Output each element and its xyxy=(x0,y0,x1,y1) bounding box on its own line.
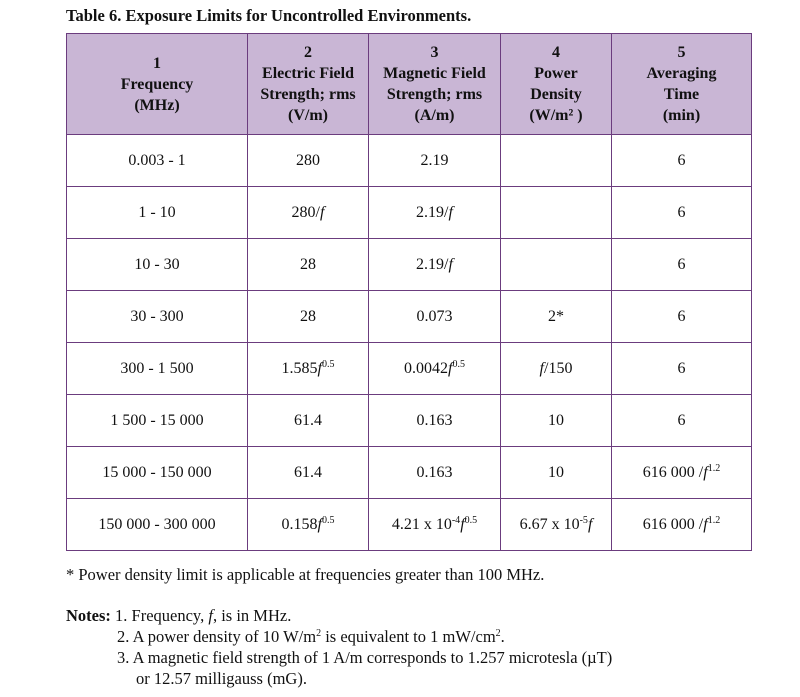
cell-col-2: $1.585f^{0.5}$ xyxy=(248,343,369,395)
column-number: 3 xyxy=(430,44,439,61)
note-text-1: 1. Frequency, f, is in MHz. xyxy=(115,606,292,625)
table-row xyxy=(67,395,752,447)
table-row xyxy=(67,343,752,395)
header-row xyxy=(67,34,752,135)
table-row xyxy=(67,447,752,499)
column-label-line: (A/m) xyxy=(414,107,455,124)
cell-col-5: 6 xyxy=(612,291,752,343)
column-header-2 xyxy=(248,34,369,135)
cell-col-4: 10 xyxy=(501,395,612,447)
cell-col-2: 61.4 xyxy=(248,395,369,447)
table-row xyxy=(67,239,752,291)
notes-label: Notes: xyxy=(66,606,111,625)
footnote: * Power density limit is applicable at frequencies greater than 100 MHz. xyxy=(66,565,545,584)
note-line-3: 3. A magnetic field strength of 1 A/m corresponds to 1.257 microtesla (µT) xyxy=(117,648,613,667)
cell-col-1: 15 000 - 150 000 xyxy=(67,447,248,499)
cell-col-3: 0.163 xyxy=(369,395,501,447)
note-line-4: or 12.57 milligauss (mG). xyxy=(136,669,307,688)
cell-col-4: 2* xyxy=(501,291,612,343)
column-label-line: Time xyxy=(663,86,700,103)
cell-col-2: 28 xyxy=(248,239,369,291)
cell-col-3: 4.21 x $10^{-4}f^{0.5}$ xyxy=(369,499,501,551)
table-row xyxy=(67,291,752,343)
column-number: 4 xyxy=(552,44,560,61)
cell-col-5: 6 xyxy=(612,395,752,447)
column-label-line: Averaging xyxy=(646,65,717,82)
cell-col-1: 300 - 1 500 xyxy=(67,343,248,395)
cell-col-3: 0.073 xyxy=(369,291,501,343)
note-line-1 xyxy=(66,605,612,626)
column-label-line: (W/m² ) xyxy=(529,107,583,124)
cell-col-5: 6 xyxy=(612,239,752,291)
cell-col-5: 616 000 $/f^{1.2}$ xyxy=(612,499,752,551)
cell-col-4: 10 xyxy=(501,447,612,499)
column-label-line: Strength; rms xyxy=(260,86,356,103)
column-label-line: Magnetic Field xyxy=(383,65,486,82)
cell-col-3: 2.19 xyxy=(369,135,501,187)
column-label-line: (V/m) xyxy=(288,107,328,124)
notes xyxy=(66,605,612,689)
cell-col-4 xyxy=(501,239,612,291)
cell-col-4 xyxy=(501,135,612,187)
note-line-2: 2. A power density of 10 $W/m^2$ is equivalent to 1 $mW/cm^2$. xyxy=(117,627,505,646)
column-label-line: Strength; rms xyxy=(386,86,483,103)
cell-col-1: 150 000 - 300 000 xyxy=(67,499,248,551)
cell-col-2: 61.4 xyxy=(248,447,369,499)
column-label-line: Frequency xyxy=(120,75,194,93)
cell-col-4: 6.67 x $10^{-5}f$ xyxy=(501,499,612,551)
cell-col-4: f/150 xyxy=(501,343,612,395)
column-header-3 xyxy=(369,34,501,135)
column-label-line: Density xyxy=(530,86,582,103)
cell-col-3: $0.0042f^{0.5}$ xyxy=(369,343,501,395)
cell-col-4 xyxy=(501,187,612,239)
table-row xyxy=(67,187,752,239)
column-label-line: (min) xyxy=(662,107,701,124)
cell-col-3: 2.19/f xyxy=(369,187,501,239)
table-body xyxy=(67,135,752,551)
cell-col-1: 10 - 30 xyxy=(67,239,248,291)
table-row xyxy=(67,499,752,551)
column-header-5 xyxy=(612,34,752,135)
cell-col-3: 2.19/f xyxy=(369,239,501,291)
cell-col-5: 6 xyxy=(612,135,752,187)
cell-col-2: 28 xyxy=(248,291,369,343)
column-number: 2 xyxy=(304,44,312,61)
column-label-line: Power xyxy=(534,65,578,82)
table-row xyxy=(67,135,752,187)
cell-col-3: 0.163 xyxy=(369,447,501,499)
column-header-4 xyxy=(501,34,612,135)
column-number: 5 xyxy=(677,44,686,61)
cell-col-1: 1 - 10 xyxy=(67,187,248,239)
cell-col-1: 0.003 - 1 xyxy=(67,135,248,187)
exposure-limits-table xyxy=(66,33,752,551)
cell-col-2: 280 xyxy=(248,135,369,187)
cell-col-5: 616 000 $/f^{1.2}$ xyxy=(612,447,752,499)
cell-col-5: 6 xyxy=(612,187,752,239)
cell-col-1: 30 - 300 xyxy=(67,291,248,343)
cell-col-1: 1 500 - 15 000 xyxy=(67,395,248,447)
cell-col-2: 280/f xyxy=(248,187,369,239)
cell-col-5: 6 xyxy=(612,343,752,395)
column-header-1 xyxy=(67,34,248,135)
column-number: 1 xyxy=(153,54,161,72)
table-title: Table 6. Exposure Limits for Uncontrolled Environments. xyxy=(66,6,472,25)
column-label-line: (MHz) xyxy=(134,96,180,114)
column-label-line: Electric Field xyxy=(262,65,354,82)
cell-col-2: $0.158f^{0.5}$ xyxy=(248,499,369,551)
